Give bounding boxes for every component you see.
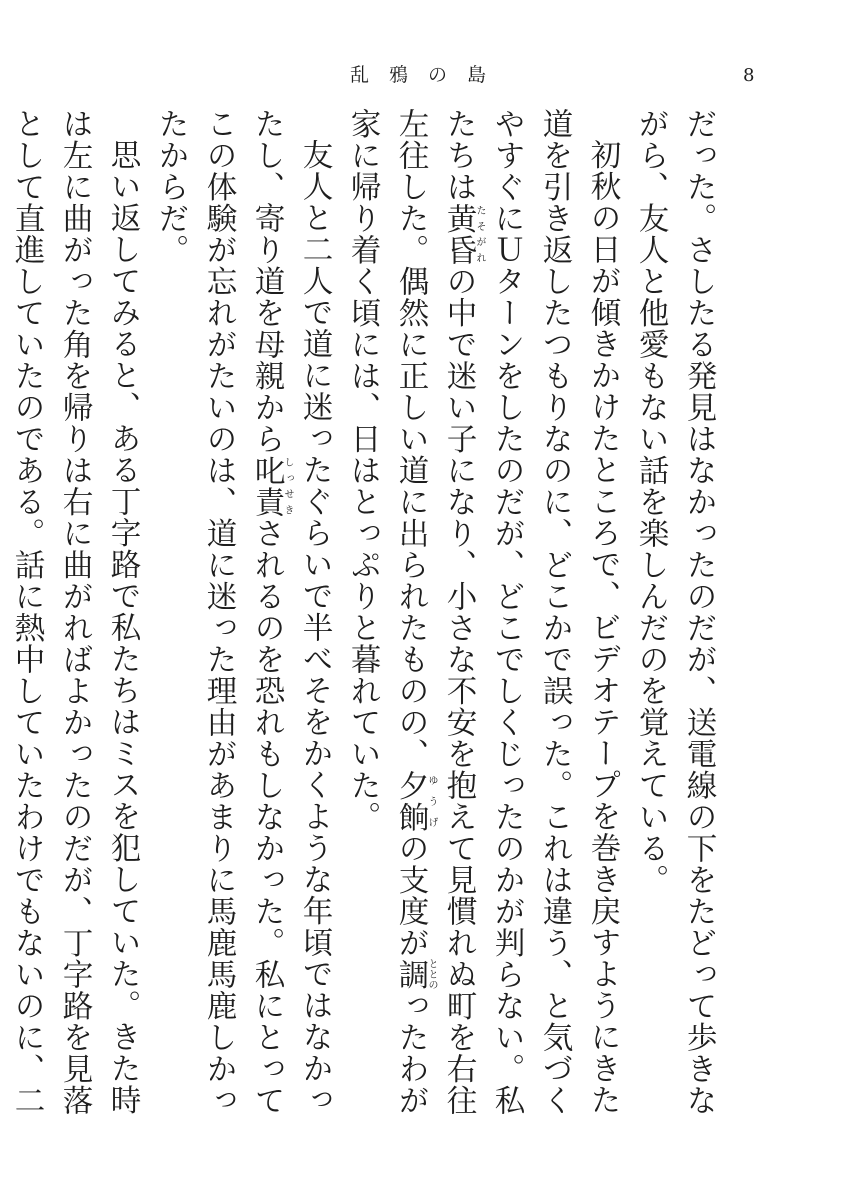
paragraph <box>626 108 722 1118</box>
vertical-body-text <box>9 108 722 1118</box>
ruby-base-text: 黄昏 <box>441 202 476 266</box>
ruby-base-text: 調 <box>393 958 428 990</box>
text-run: 初秋の日が傾きかけたところで、ビデオテープを巻き戻すようにきた道を引き返したつもりなのに、どこかで誤った。これは違う、と気づくやすぐにＵターンをしたのだが、どこでしくじったのかが判らない。私たちは <box>441 108 620 1116</box>
ruby-annotated-word <box>441 202 485 266</box>
text-run: の中で迷い子になり、小さな不安を抱えて見慣れぬ町を右往左往した。偶然に正しい道に出られたものの、 <box>393 108 476 1116</box>
text-run: 思い返してみると、ある丁字路で私たちはミスを犯していた。きた時は左に曲がった角を帰りは右に曲がればよかったのだが、丁字路を見落として直進していたのである。話に熱中していたわけでもないのに、二 <box>9 108 140 1116</box>
ruby-annotated-word <box>249 454 293 518</box>
ruby-annotated-word <box>393 958 437 991</box>
ruby-reading: たそがれ <box>474 202 485 266</box>
ruby-reading: しっせき <box>282 454 293 518</box>
paragraph <box>338 108 626 1118</box>
text-run: されるのを恐れもしなかった。私にとってこの体験が忘れがたいのは、道に迷った理由があまりに馬鹿馬鹿しかったからだ。 <box>153 108 284 1116</box>
running-header-title: 乱鴉の島 <box>350 64 507 86</box>
text-run: ったわが家に帰り着く頃には、日はとっぷりと暮れていた。 <box>345 108 428 1116</box>
text-run: 友人と二人で道に迷ったぐらいで半べそをかくような年頃ではなかったし、寄り道を母親から <box>249 108 332 1116</box>
page-number: 8 <box>743 65 755 86</box>
paragraph <box>146 108 338 1118</box>
ruby-base-text: 叱責 <box>249 454 284 518</box>
ruby-annotated-word <box>393 769 437 833</box>
text-run: の支度が <box>393 832 428 959</box>
ruby-reading: ととの <box>426 958 437 990</box>
ruby-reading: ゆうげ <box>426 769 437 833</box>
paragraph <box>0 108 146 1118</box>
text-run: だった。さしたる発見はなかったのだが、送電線の下をたどって歩きながら、友人と他愛もない話を楽しんだのを覚えている。 <box>633 108 716 1116</box>
ruby-base-text: 夕餉 <box>393 769 428 833</box>
